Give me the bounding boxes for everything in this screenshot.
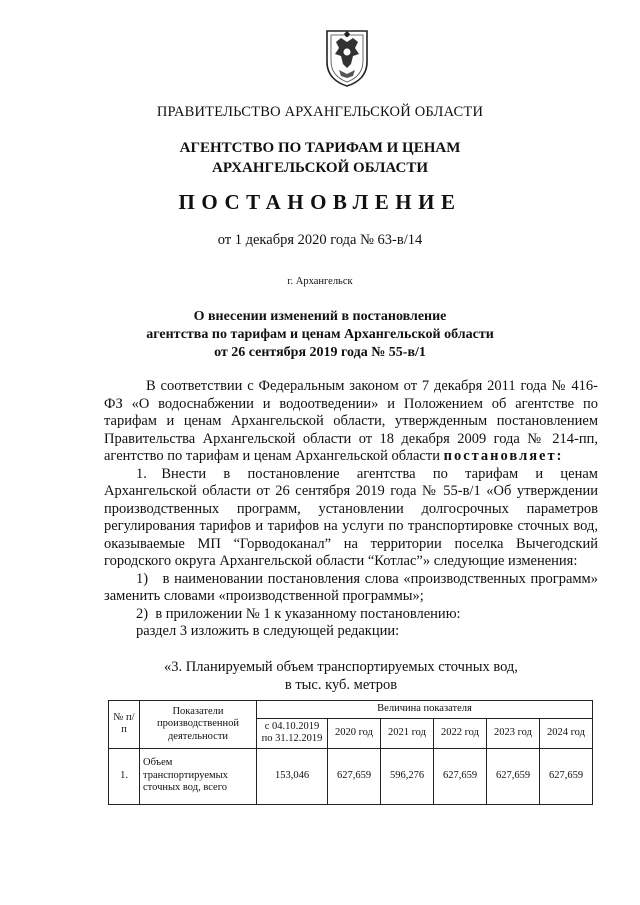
document-body [104, 378, 598, 641]
header-num: № п/п [109, 701, 140, 749]
row-value: 627,659 [328, 748, 381, 804]
table-caption-line1: «3. Планируемый объем транспортируемых сточных вод, [164, 659, 518, 675]
table-caption-line2: в тыс. куб. метров [284, 677, 398, 693]
row-value: 627,659 [540, 748, 593, 804]
clause-1-paragraph: 1. Внести в постановление агентства по тарифам и ценам Архангельской области от 26 сентября 2019 года № 55-в/1 «Об утверждении производственных программ, установлении долгосрочных параметров регулирования тарифов и тарифов на услуги по транспортировке сточных вод, оказываемые МП “Горводоканал” на территории поселка Вычегодский городского округа Архангельской области “Котлас”» следующие изменения: [104, 465, 598, 569]
row-num: 1. [109, 748, 140, 804]
document-city: г. Архангельск [287, 276, 353, 287]
government-name: ПРАВИТЕЛЬСТВО АРХАНГЕЛЬСКОЙ ОБЛАСТИ [156, 104, 484, 120]
table-header-row [109, 701, 593, 719]
clause-1-2-paragraph: 2) в приложении № 1 к указанному постановлению: [136, 605, 461, 622]
header-indicators: Показатели производственной деятельности [140, 701, 257, 749]
agency-name-line2: АРХАНГЕЛЬСКОЙ ОБЛАСТИ [212, 160, 428, 176]
document-type: ПОСТАНОВЛЕНИЕ [178, 190, 462, 214]
header-period: 2024 год [540, 718, 593, 748]
subject-line1: О внесении изменений в постановление [193, 309, 447, 324]
row-value: 596,276 [381, 748, 434, 804]
header-value-group: Величина показателя [257, 701, 593, 719]
header-period: 2020 год [328, 718, 381, 748]
section-3-instruction: раздел 3 изложить в следующей редакции: [136, 623, 400, 639]
transport-volume-table [108, 700, 593, 805]
header-period: 2021 год [381, 718, 434, 748]
row-indicator-name: Объем транспортируемых сточных вод, всего [140, 748, 257, 804]
coat-of-arms-icon [323, 28, 371, 88]
document-subject [0, 308, 640, 362]
header-period: с 04.10.2019 по 31.12.2019 [257, 718, 328, 748]
agency-name-line1: АГЕНТСТВО ПО ТАРИФАМ И ЦЕНАМ [179, 140, 461, 156]
preamble-paragraph [104, 378, 598, 466]
row-value: 153,046 [257, 748, 328, 804]
header-period: 2022 год [434, 718, 487, 748]
table-caption [0, 658, 640, 694]
document-date-number: от 1 декабря 2020 года № 63-в/14 [217, 232, 423, 248]
header-period: 2023 год [487, 718, 540, 748]
preamble-text: В соответствии с Федеральным законом от 7 декабря 2011 года № 416-ФЗ «О водоснабжении и водоотведении» и Положением об агентстве по тарифам и ценам Архангельской области, утвержденным постановлением Правительства Архангельской области от 18 декабря 2009 года № 214-пп, агентство по тарифам и ценам Архангельской области [104, 378, 598, 464]
subject-line3: от 26 сентября 2019 года № 55-в/1 [214, 345, 426, 360]
agency-name [0, 138, 640, 178]
clause-1-1-paragraph: 1) в наименовании постановления слова «производственных программ» заменить словами «производственной программы»; [104, 570, 598, 604]
row-value: 627,659 [434, 748, 487, 804]
subject-line2: агентства по тарифам и ценам Архангельской области [146, 327, 494, 342]
row-value: 627,659 [487, 748, 540, 804]
table-row [109, 748, 593, 804]
resolves-verb: постановляет: [443, 448, 564, 464]
